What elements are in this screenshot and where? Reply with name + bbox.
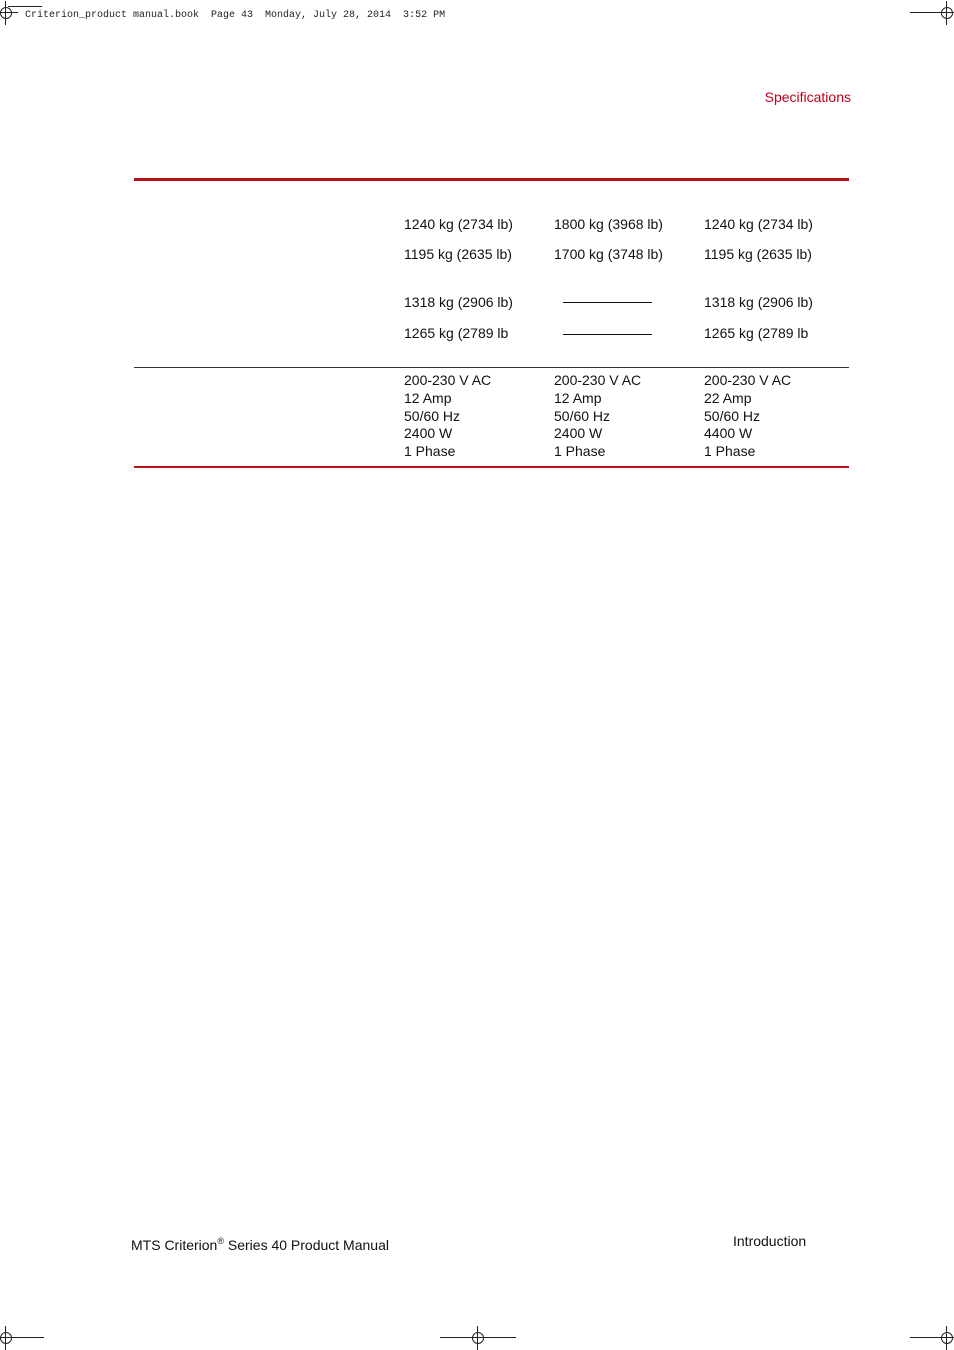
table-cell: 1265 kg (2789 lb bbox=[704, 325, 809, 341]
not-applicable-dash bbox=[563, 334, 652, 335]
frequency: 50/60 Hz bbox=[404, 407, 461, 424]
table-cell: 1800 kg (3968 lb) bbox=[554, 216, 663, 232]
phase: 1 Phase bbox=[404, 443, 456, 460]
table-cell: 1240 kg (2734 lb) bbox=[704, 216, 813, 232]
voltage: 200-230 V AC bbox=[704, 372, 792, 388]
table-cell: 1195 kg (2635 lb) bbox=[404, 246, 512, 262]
crop-line bbox=[8, 6, 42, 7]
footer-brand: MTS Criterion bbox=[131, 1237, 218, 1253]
power: 2400 W bbox=[404, 425, 453, 442]
frequency: 50/60 Hz bbox=[704, 407, 761, 424]
section-title: Specifications bbox=[764, 89, 851, 105]
table-bottom-rule bbox=[134, 466, 849, 468]
footer-manual-name: Series 40 Product Manual bbox=[224, 1237, 389, 1253]
table-cell: 1700 kg (3748 lb) bbox=[554, 246, 663, 262]
print-header: Criterion_product manual.book Page 43 Monday, July 28, 2014 3:52 PM bbox=[25, 10, 446, 21]
table-cell: 1318 kg (2906 lb) bbox=[704, 294, 813, 310]
voltage: 200-230 V AC bbox=[404, 372, 492, 388]
electrical-spec-col2 bbox=[554, 372, 641, 461]
electrical-spec-col3 bbox=[704, 372, 791, 461]
crop-line bbox=[14, 1337, 44, 1338]
voltage: 200-230 V AC bbox=[554, 372, 642, 388]
table-top-rule bbox=[134, 178, 849, 181]
not-applicable-dash bbox=[563, 302, 652, 303]
crop-line bbox=[910, 12, 938, 13]
table-cell: 1195 kg (2635 lb) bbox=[704, 246, 812, 262]
frequency: 50/60 Hz bbox=[554, 407, 611, 424]
footer-section: Introduction bbox=[733, 1233, 807, 1249]
table-cell: 1265 kg (2789 lb bbox=[404, 325, 509, 341]
phase: 1 Phase bbox=[554, 443, 606, 460]
power: 4400 W bbox=[704, 425, 753, 442]
current: 22 Amp bbox=[704, 389, 752, 406]
registration-mark-icon bbox=[935, 1, 954, 25]
registered-mark: ® bbox=[217, 1236, 224, 1246]
crop-line bbox=[910, 1337, 938, 1338]
registration-mark-icon bbox=[0, 1, 18, 25]
registration-mark-icon bbox=[935, 1326, 954, 1350]
registration-mark-icon bbox=[466, 1326, 490, 1350]
table-cell: 1240 kg (2734 lb) bbox=[404, 216, 513, 232]
table-row-divider bbox=[134, 367, 849, 368]
power: 2400 W bbox=[554, 425, 603, 442]
phase: 1 Phase bbox=[704, 443, 756, 460]
crop-line bbox=[440, 1337, 516, 1338]
footer-manual-title bbox=[131, 1236, 389, 1253]
current: 12 Amp bbox=[404, 389, 452, 406]
table-cell: 1318 kg (2906 lb) bbox=[404, 294, 513, 310]
electrical-spec-col1 bbox=[404, 372, 491, 461]
registration-mark-icon bbox=[0, 1326, 18, 1350]
current: 12 Amp bbox=[554, 389, 602, 406]
